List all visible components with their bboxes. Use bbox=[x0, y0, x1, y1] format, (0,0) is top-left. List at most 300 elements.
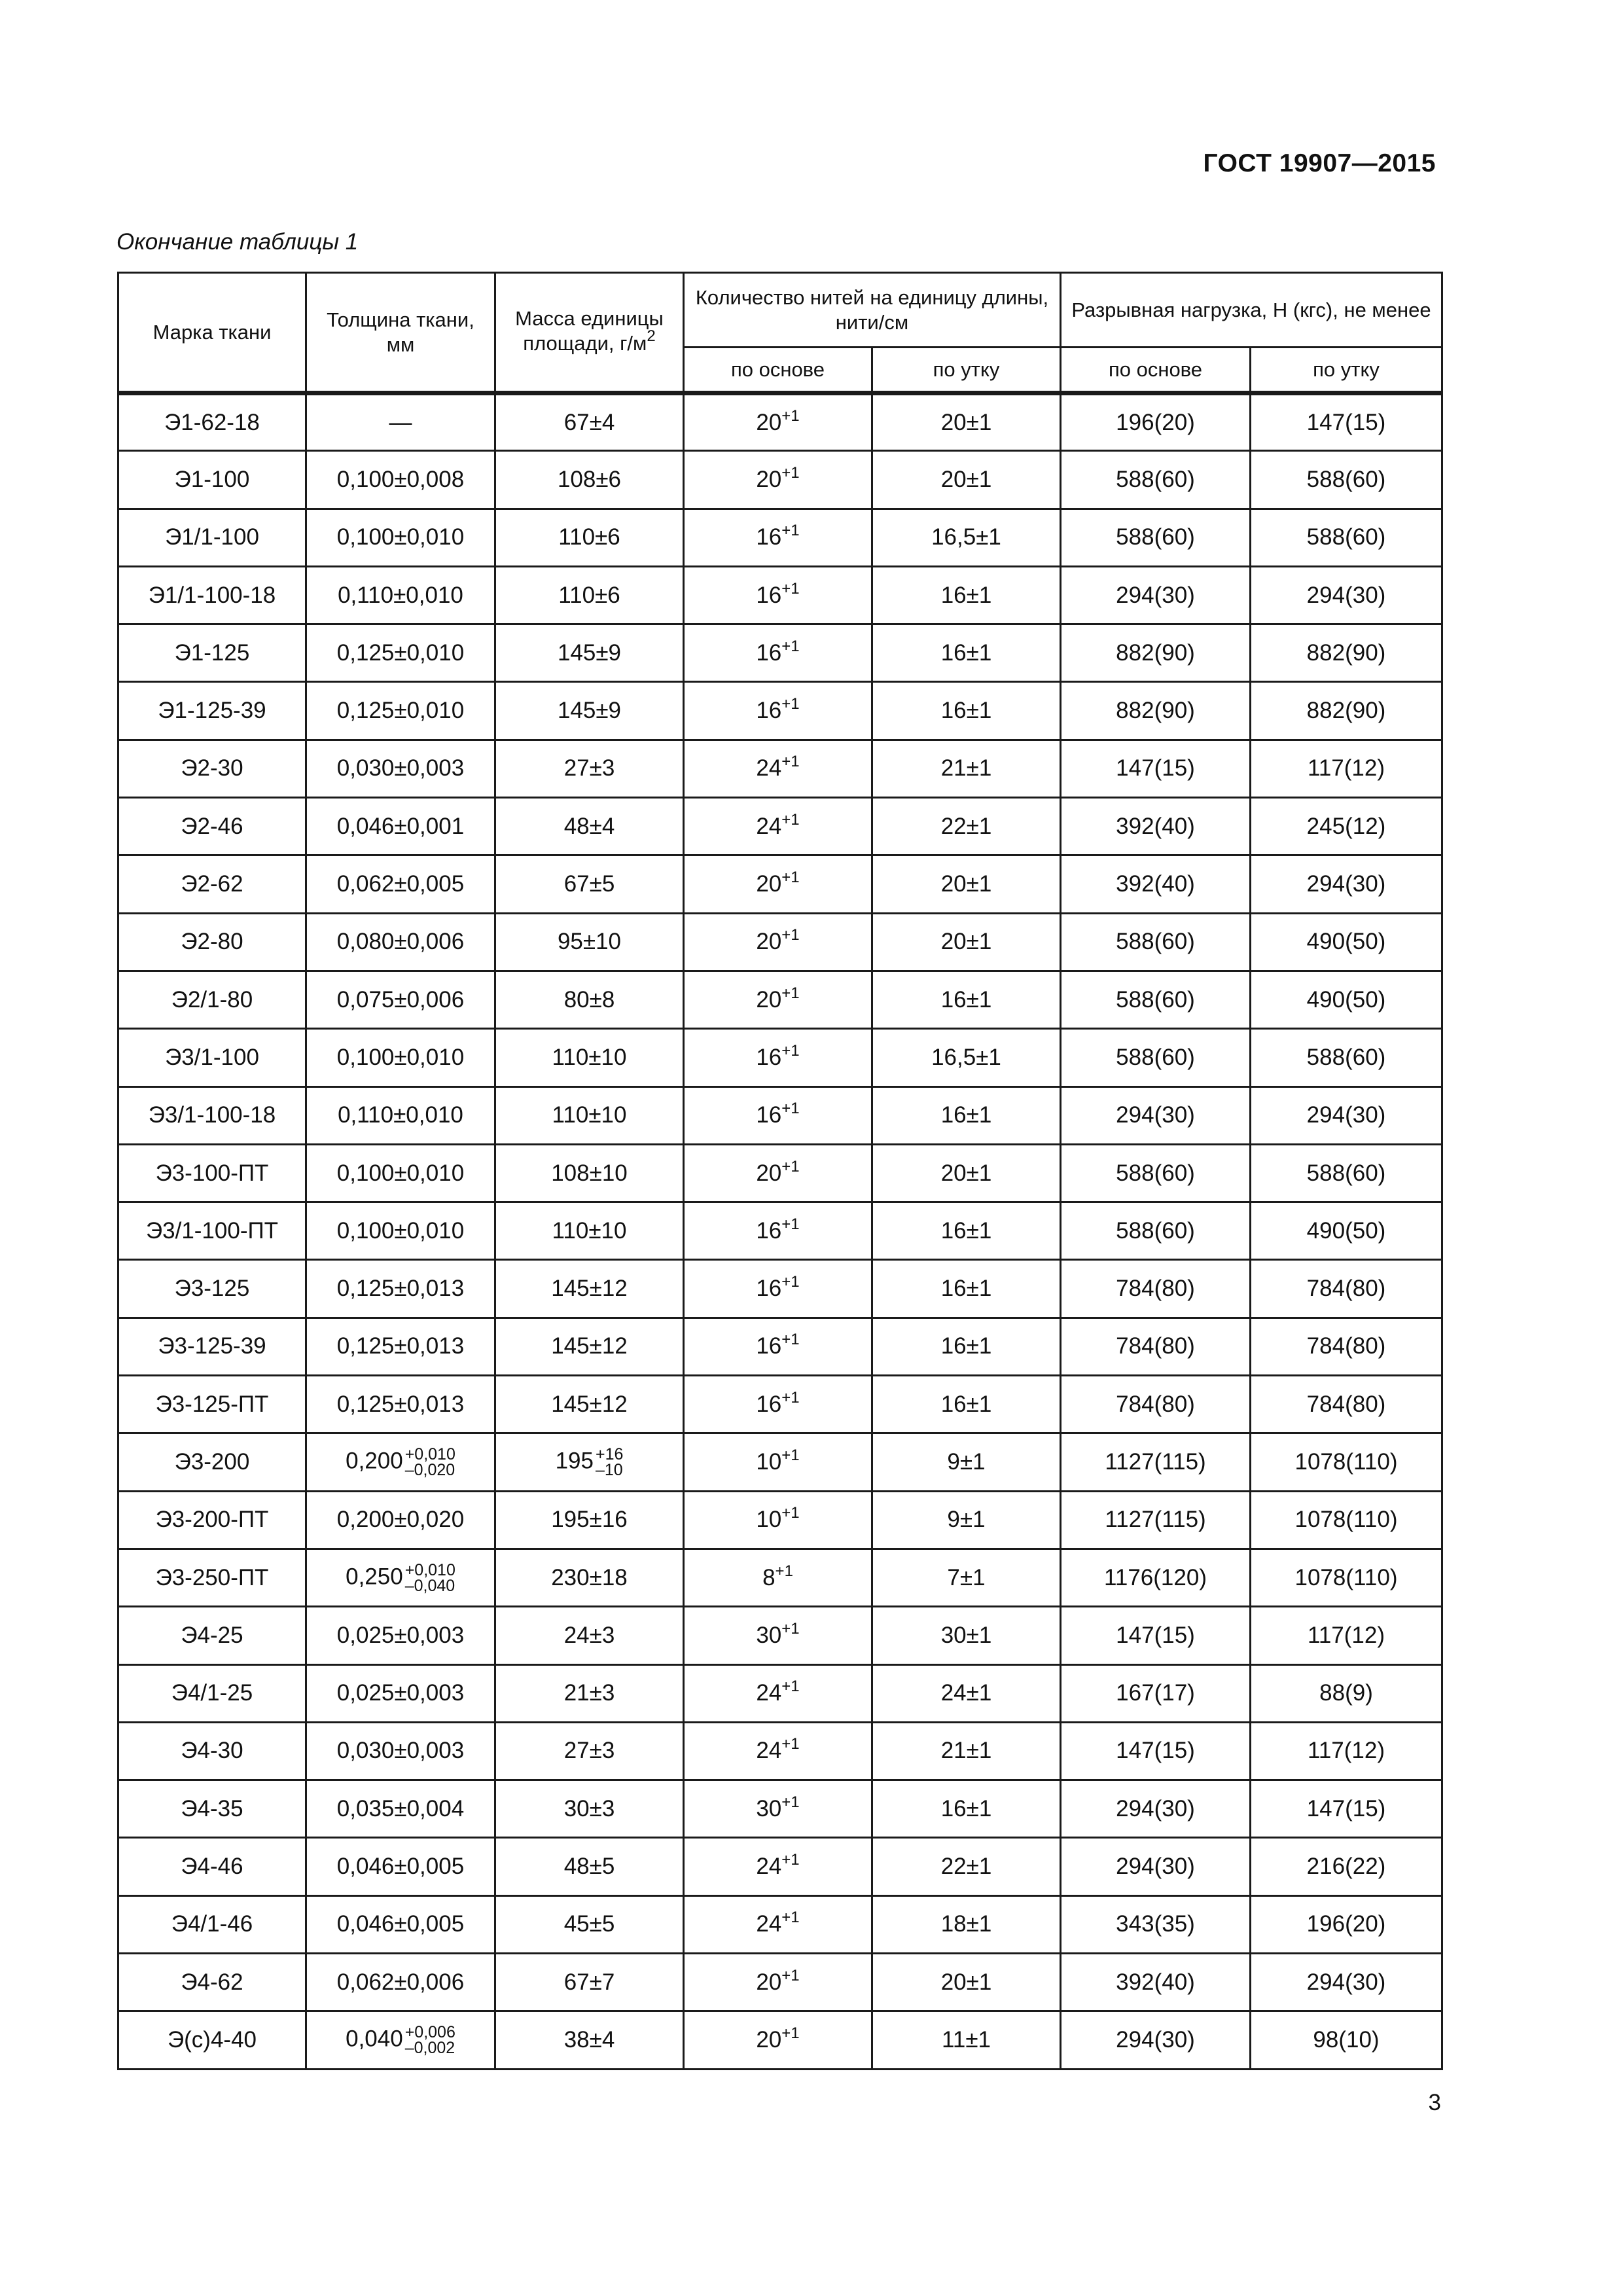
cell-load-weft: 490(50) bbox=[1251, 913, 1442, 971]
table-row bbox=[118, 1838, 1442, 1895]
table-row bbox=[118, 1202, 1442, 1260]
cell-mass: 27±3 bbox=[495, 740, 684, 797]
header-mass-exponent: 2 bbox=[647, 327, 656, 345]
cell-load-weft: 490(50) bbox=[1251, 1202, 1442, 1260]
cell-load-warp: 392(40) bbox=[1061, 1954, 1251, 2011]
cell-brand: Э1-100 bbox=[118, 451, 306, 509]
cell-threads-weft: 16±1 bbox=[872, 1780, 1061, 1838]
threads-warp-tolerance: +1 bbox=[781, 753, 800, 771]
cell-threads-weft: 20±1 bbox=[872, 451, 1061, 509]
cell-threads-weft: 16±1 bbox=[872, 566, 1061, 624]
cell-mass: 67±5 bbox=[495, 855, 684, 913]
threads-warp-tolerance: +1 bbox=[781, 1619, 800, 1638]
cell-load-warp: 784(80) bbox=[1061, 1376, 1251, 1433]
threads-warp-value: 16 bbox=[756, 1217, 782, 1244]
threads-warp-value: 16 bbox=[756, 698, 782, 724]
table-row bbox=[118, 1376, 1442, 1433]
cell-brand: Э1-125-39 bbox=[118, 682, 306, 740]
cell-load-weft: 882(90) bbox=[1251, 682, 1442, 740]
table-row bbox=[118, 855, 1442, 913]
cell-brand: Э2-46 bbox=[118, 798, 306, 855]
table-row bbox=[118, 740, 1442, 797]
table-row bbox=[118, 798, 1442, 855]
cell-brand: Э2-62 bbox=[118, 855, 306, 913]
cell-threads-weft: 21±1 bbox=[872, 1722, 1061, 1780]
cell-brand: Э3-250-ПТ bbox=[118, 1549, 306, 1606]
cell-thickness: 0,062±0,005 bbox=[306, 855, 495, 913]
cell-load-weft: 88(9) bbox=[1251, 1664, 1442, 1722]
table-row bbox=[118, 1607, 1442, 1664]
cell-threads-weft: 20±1 bbox=[872, 1954, 1061, 2011]
threads-warp-tolerance: +1 bbox=[781, 579, 800, 598]
cell-threads-warp bbox=[684, 1664, 872, 1722]
page-number: 3 bbox=[1428, 2090, 1441, 2115]
thickness-value: 0,200 bbox=[346, 1448, 403, 1474]
cell-load-weft: 784(80) bbox=[1251, 1260, 1442, 1318]
threads-warp-tolerance: +1 bbox=[781, 463, 800, 482]
cell-thickness: 0,075±0,006 bbox=[306, 971, 495, 1028]
fabric-spec-table bbox=[117, 272, 1443, 2070]
cell-thickness bbox=[306, 1549, 495, 1606]
cell-thickness bbox=[306, 1433, 495, 1491]
cell-threads-warp bbox=[684, 1086, 872, 1144]
cell-threads-warp bbox=[684, 1838, 872, 1895]
header-thickness: Толщина ткани, мм bbox=[306, 273, 495, 393]
header-threads-weft: по утку bbox=[872, 348, 1061, 393]
threads-warp-tolerance: +1 bbox=[781, 1157, 800, 1175]
cell-mass: 38±4 bbox=[495, 2011, 684, 2069]
threads-warp-value: 20 bbox=[756, 986, 782, 1013]
cell-load-weft: 98(10) bbox=[1251, 2011, 1442, 2069]
mass-tolerance-upper: +16 bbox=[595, 1444, 624, 1463]
thickness-tolerance-lower: –0,002 bbox=[404, 2038, 455, 2057]
cell-mass: 95±10 bbox=[495, 913, 684, 971]
thickness-tolerance-upper: +0,010 bbox=[404, 1560, 455, 1579]
cell-mass bbox=[495, 1433, 684, 1491]
cell-brand: Э1-62-18 bbox=[118, 393, 306, 451]
threads-warp-tolerance: +1 bbox=[781, 637, 800, 655]
cell-threads-warp bbox=[684, 798, 872, 855]
cell-brand: Э3/1-100-ПТ bbox=[118, 1202, 306, 1260]
cell-load-weft: 216(22) bbox=[1251, 1838, 1442, 1895]
cell-mass: 48±4 bbox=[495, 798, 684, 855]
cell-load-weft: 147(15) bbox=[1251, 393, 1442, 451]
cell-load-warp: 392(40) bbox=[1061, 855, 1251, 913]
table-row bbox=[118, 1491, 1442, 1549]
cell-load-warp: 784(80) bbox=[1061, 1318, 1251, 1375]
table-row bbox=[118, 1954, 1442, 2011]
threads-warp-tolerance: +1 bbox=[781, 1388, 800, 1407]
cell-threads-weft: 11±1 bbox=[872, 2011, 1061, 2069]
cell-thickness: — bbox=[306, 393, 495, 451]
cell-brand: Э1/1-100 bbox=[118, 509, 306, 566]
table-row bbox=[118, 1664, 1442, 1722]
cell-threads-warp bbox=[684, 1144, 872, 1202]
threads-warp-value: 24 bbox=[756, 813, 782, 839]
cell-brand: Э3-125-ПТ bbox=[118, 1376, 306, 1433]
cell-threads-warp bbox=[684, 682, 872, 740]
cell-mass: 67±7 bbox=[495, 1954, 684, 2011]
threads-warp-value: 20 bbox=[756, 1969, 782, 1995]
cell-brand: Э4-46 bbox=[118, 1838, 306, 1895]
cell-threads-warp bbox=[684, 1433, 872, 1491]
cell-threads-warp bbox=[684, 1260, 872, 1318]
cell-threads-warp bbox=[684, 1376, 872, 1433]
cell-brand: Э4-30 bbox=[118, 1722, 306, 1780]
threads-warp-value: 20 bbox=[756, 466, 782, 492]
threads-warp-tolerance: +1 bbox=[781, 406, 800, 425]
threads-warp-value: 20 bbox=[756, 871, 782, 897]
cell-thickness bbox=[306, 2011, 495, 2069]
table-row bbox=[118, 566, 1442, 624]
cell-load-weft: 294(30) bbox=[1251, 855, 1442, 913]
cell-load-warp: 882(90) bbox=[1061, 682, 1251, 740]
threads-warp-tolerance: +1 bbox=[781, 1677, 800, 1696]
cell-brand: Э2-30 bbox=[118, 740, 306, 797]
cell-load-warp: 294(30) bbox=[1061, 1838, 1251, 1895]
cell-load-weft: 117(12) bbox=[1251, 1722, 1442, 1780]
cell-threads-weft: 9±1 bbox=[872, 1491, 1061, 1549]
cell-threads-warp bbox=[684, 1029, 872, 1086]
cell-load-warp: 588(60) bbox=[1061, 451, 1251, 509]
thickness-tolerance-upper: +0,010 bbox=[404, 1444, 455, 1463]
table-row bbox=[118, 2011, 1442, 2069]
mass-value: 195 bbox=[555, 1448, 594, 1474]
cell-threads-warp bbox=[684, 566, 872, 624]
cell-mass: 27±3 bbox=[495, 1722, 684, 1780]
threads-warp-value: 24 bbox=[756, 1680, 782, 1706]
cell-mass: 145±9 bbox=[495, 624, 684, 682]
cell-load-weft: 1078(110) bbox=[1251, 1491, 1442, 1549]
cell-mass: 45±5 bbox=[495, 1895, 684, 1953]
cell-load-weft: 588(60) bbox=[1251, 451, 1442, 509]
cell-threads-warp bbox=[684, 1954, 872, 2011]
cell-load-weft: 490(50) bbox=[1251, 971, 1442, 1028]
cell-load-weft: 588(60) bbox=[1251, 509, 1442, 566]
cell-mass: 145±9 bbox=[495, 682, 684, 740]
cell-thickness: 0,062±0,006 bbox=[306, 1954, 495, 2011]
header-threads: Количество нитей на единицу длины, нити/см bbox=[684, 273, 1061, 348]
cell-load-weft: 117(12) bbox=[1251, 1607, 1442, 1664]
threads-warp-tolerance: +1 bbox=[781, 1041, 800, 1060]
table-row bbox=[118, 393, 1442, 451]
threads-warp-value: 16 bbox=[756, 1044, 782, 1070]
cell-brand: Э2/1-80 bbox=[118, 971, 306, 1028]
cell-load-warp: 588(60) bbox=[1061, 509, 1251, 566]
threads-warp-value: 10 bbox=[756, 1448, 782, 1475]
cell-threads-weft: 16±1 bbox=[872, 971, 1061, 1028]
cell-load-warp: 588(60) bbox=[1061, 1202, 1251, 1260]
cell-mass: 145±12 bbox=[495, 1318, 684, 1375]
cell-thickness: 0,110±0,010 bbox=[306, 1086, 495, 1144]
cell-load-warp: 294(30) bbox=[1061, 2011, 1251, 2069]
thickness-tolerance bbox=[405, 2024, 455, 2056]
cell-mass: 230±18 bbox=[495, 1549, 684, 1606]
cell-thickness: 0,110±0,010 bbox=[306, 566, 495, 624]
cell-thickness: 0,100±0,010 bbox=[306, 1029, 495, 1086]
cell-load-warp: 784(80) bbox=[1061, 1260, 1251, 1318]
cell-thickness: 0,080±0,006 bbox=[306, 913, 495, 971]
cell-load-warp: 1127(115) bbox=[1061, 1433, 1251, 1491]
cell-mass: 110±6 bbox=[495, 566, 684, 624]
cell-threads-weft: 16±1 bbox=[872, 1260, 1061, 1318]
cell-load-weft: 196(20) bbox=[1251, 1895, 1442, 1953]
cell-mass: 48±5 bbox=[495, 1838, 684, 1895]
threads-warp-tolerance: +1 bbox=[781, 1331, 800, 1349]
cell-load-warp: 588(60) bbox=[1061, 913, 1251, 971]
cell-threads-weft: 18±1 bbox=[872, 1895, 1061, 1953]
cell-brand: Э4-25 bbox=[118, 1607, 306, 1664]
table-row bbox=[118, 1086, 1442, 1144]
cell-thickness: 0,125±0,010 bbox=[306, 624, 495, 682]
mass-tolerance bbox=[596, 1446, 623, 1478]
cell-threads-warp bbox=[684, 855, 872, 913]
table-caption: Окончание таблицы 1 bbox=[116, 229, 359, 255]
threads-warp-tolerance: +1 bbox=[781, 1215, 800, 1233]
thickness-tolerance-lower: –0,020 bbox=[404, 1460, 455, 1479]
cell-load-warp: 588(60) bbox=[1061, 971, 1251, 1028]
table-row bbox=[118, 913, 1442, 971]
threads-warp-value: 16 bbox=[756, 582, 782, 608]
cell-mass: 110±10 bbox=[495, 1086, 684, 1144]
cell-thickness: 0,030±0,003 bbox=[306, 1722, 495, 1780]
cell-brand: Э4/1-46 bbox=[118, 1895, 306, 1953]
threads-warp-tolerance: +1 bbox=[781, 695, 800, 713]
cell-brand: Э3-200 bbox=[118, 1433, 306, 1491]
table-row bbox=[118, 1260, 1442, 1318]
threads-warp-value: 30 bbox=[756, 1795, 782, 1821]
cell-brand: Э4/1-25 bbox=[118, 1664, 306, 1722]
cell-load-warp: 588(60) bbox=[1061, 1144, 1251, 1202]
cell-threads-warp bbox=[684, 1549, 872, 1606]
cell-brand: Э3-200-ПТ bbox=[118, 1491, 306, 1549]
table-body bbox=[118, 393, 1442, 2070]
header-mass bbox=[495, 273, 684, 393]
cell-load-warp: 147(15) bbox=[1061, 1722, 1251, 1780]
cell-threads-warp bbox=[684, 1722, 872, 1780]
cell-brand: Э4-35 bbox=[118, 1780, 306, 1838]
cell-threads-warp bbox=[684, 1607, 872, 1664]
cell-threads-weft: 22±1 bbox=[872, 798, 1061, 855]
cell-load-warp: 147(15) bbox=[1061, 740, 1251, 797]
cell-thickness: 0,100±0,008 bbox=[306, 451, 495, 509]
cell-load-weft: 882(90) bbox=[1251, 624, 1442, 682]
header-brand: Марка ткани bbox=[118, 273, 306, 393]
threads-warp-tolerance: +1 bbox=[781, 2024, 800, 2042]
document-code: ГОСТ 19907—2015 bbox=[1203, 149, 1436, 177]
cell-load-weft: 294(30) bbox=[1251, 1086, 1442, 1144]
threads-warp-tolerance: +1 bbox=[781, 1100, 800, 1118]
table-row bbox=[118, 1549, 1442, 1606]
header-mass-text: Масса единицы площади, г/м bbox=[515, 307, 664, 355]
cell-threads-warp bbox=[684, 451, 872, 509]
header-threads-warp: по основе bbox=[684, 348, 872, 393]
cell-load-weft: 588(60) bbox=[1251, 1029, 1442, 1086]
cell-mass: 21±3 bbox=[495, 1664, 684, 1722]
cell-thickness: 0,125±0,013 bbox=[306, 1318, 495, 1375]
table-row bbox=[118, 1433, 1442, 1491]
cell-mass: 110±6 bbox=[495, 509, 684, 566]
threads-warp-value: 8 bbox=[762, 1564, 776, 1590]
cell-threads-weft: 20±1 bbox=[872, 1144, 1061, 1202]
cell-threads-weft: 16,5±1 bbox=[872, 509, 1061, 566]
cell-threads-weft: 22±1 bbox=[872, 1838, 1061, 1895]
cell-threads-warp bbox=[684, 913, 872, 971]
table-row bbox=[118, 509, 1442, 566]
cell-thickness: 0,046±0,001 bbox=[306, 798, 495, 855]
threads-warp-value: 16 bbox=[756, 1102, 782, 1128]
cell-threads-weft: 20±1 bbox=[872, 913, 1061, 971]
cell-threads-warp bbox=[684, 1895, 872, 1953]
cell-mass: 30±3 bbox=[495, 1780, 684, 1838]
cell-brand: Э3-100-ПТ bbox=[118, 1144, 306, 1202]
threads-warp-tolerance: +1 bbox=[781, 1446, 800, 1464]
threads-warp-tolerance: +1 bbox=[781, 1735, 800, 1753]
cell-threads-weft: 7±1 bbox=[872, 1549, 1061, 1606]
cell-load-weft: 784(80) bbox=[1251, 1376, 1442, 1433]
header-load-warp: по основе bbox=[1061, 348, 1251, 393]
threads-warp-value: 20 bbox=[756, 929, 782, 955]
cell-brand: Э3/1-100-18 bbox=[118, 1086, 306, 1144]
threads-warp-value: 16 bbox=[756, 524, 782, 550]
cell-thickness: 0,046±0,005 bbox=[306, 1895, 495, 1953]
threads-warp-value: 20 bbox=[756, 409, 782, 435]
threads-warp-tolerance: +1 bbox=[781, 869, 800, 887]
cell-threads-warp bbox=[684, 2011, 872, 2069]
table-row bbox=[118, 624, 1442, 682]
cell-load-warp: 1176(120) bbox=[1061, 1549, 1251, 1606]
cell-threads-warp bbox=[684, 509, 872, 566]
cell-thickness: 0,025±0,003 bbox=[306, 1607, 495, 1664]
cell-threads-weft: 16±1 bbox=[872, 1318, 1061, 1375]
cell-threads-warp bbox=[684, 740, 872, 797]
cell-load-weft: 1078(110) bbox=[1251, 1549, 1442, 1606]
cell-mass: 24±3 bbox=[495, 1607, 684, 1664]
cell-thickness: 0,200±0,020 bbox=[306, 1491, 495, 1549]
cell-load-warp: 294(30) bbox=[1061, 1780, 1251, 1838]
thickness-tolerance bbox=[405, 1562, 455, 1594]
mass-tolerance-lower: –10 bbox=[595, 1460, 623, 1479]
cell-threads-warp bbox=[684, 1318, 872, 1375]
cell-mass: 108±6 bbox=[495, 451, 684, 509]
threads-warp-value: 16 bbox=[756, 1333, 782, 1359]
cell-mass: 108±10 bbox=[495, 1144, 684, 1202]
table-row bbox=[118, 1780, 1442, 1838]
threads-warp-tolerance: +1 bbox=[781, 810, 800, 829]
cell-brand: Э3-125 bbox=[118, 1260, 306, 1318]
cell-mass: 110±10 bbox=[495, 1202, 684, 1260]
threads-warp-tolerance: +1 bbox=[781, 1851, 800, 1869]
threads-warp-tolerance: +1 bbox=[781, 1793, 800, 1811]
cell-threads-warp bbox=[684, 1780, 872, 1838]
cell-thickness: 0,046±0,005 bbox=[306, 1838, 495, 1895]
cell-load-weft: 784(80) bbox=[1251, 1318, 1442, 1375]
cell-load-weft: 245(12) bbox=[1251, 798, 1442, 855]
cell-threads-weft: 16±1 bbox=[872, 682, 1061, 740]
cell-threads-weft: 30±1 bbox=[872, 1607, 1061, 1664]
cell-thickness: 0,100±0,010 bbox=[306, 1144, 495, 1202]
cell-load-warp: 392(40) bbox=[1061, 798, 1251, 855]
cell-thickness: 0,035±0,004 bbox=[306, 1780, 495, 1838]
threads-warp-tolerance: +1 bbox=[781, 1273, 800, 1291]
cell-load-warp: 147(15) bbox=[1061, 1607, 1251, 1664]
cell-load-warp: 882(90) bbox=[1061, 624, 1251, 682]
threads-warp-value: 16 bbox=[756, 639, 782, 666]
threads-warp-value: 20 bbox=[756, 2026, 782, 2053]
cell-thickness: 0,100±0,010 bbox=[306, 509, 495, 566]
cell-thickness: 0,125±0,013 bbox=[306, 1376, 495, 1433]
cell-threads-weft: 16±1 bbox=[872, 1086, 1061, 1144]
threads-warp-value: 24 bbox=[756, 1911, 782, 1937]
thickness-tolerance-upper: +0,006 bbox=[404, 2022, 455, 2041]
cell-load-weft: 588(60) bbox=[1251, 1144, 1442, 1202]
thickness-tolerance bbox=[405, 1446, 455, 1478]
threads-warp-tolerance: +1 bbox=[781, 1966, 800, 1984]
threads-warp-value: 10 bbox=[756, 1507, 782, 1533]
threads-warp-tolerance: +1 bbox=[781, 522, 800, 540]
table-row bbox=[118, 1144, 1442, 1202]
threads-warp-tolerance: +1 bbox=[781, 1504, 800, 1522]
cell-threads-warp bbox=[684, 1491, 872, 1549]
cell-threads-warp bbox=[684, 971, 872, 1028]
threads-warp-value: 16 bbox=[756, 1391, 782, 1417]
cell-thickness: 0,030±0,003 bbox=[306, 740, 495, 797]
cell-threads-weft: 16,5±1 bbox=[872, 1029, 1061, 1086]
cell-load-warp: 1127(115) bbox=[1061, 1491, 1251, 1549]
threads-warp-tolerance: +1 bbox=[781, 984, 800, 1002]
threads-warp-value: 24 bbox=[756, 1854, 782, 1880]
cell-thickness: 0,100±0,010 bbox=[306, 1202, 495, 1260]
header-load: Разрывная нагрузка, Н (кгс), не менее bbox=[1061, 273, 1442, 348]
cell-mass: 145±12 bbox=[495, 1376, 684, 1433]
header-load-weft: по утку bbox=[1251, 348, 1442, 393]
cell-load-weft: 294(30) bbox=[1251, 566, 1442, 624]
table-row bbox=[118, 1318, 1442, 1375]
table-row bbox=[118, 682, 1442, 740]
threads-warp-value: 24 bbox=[756, 1738, 782, 1764]
cell-threads-weft: 21±1 bbox=[872, 740, 1061, 797]
thickness-value: 0,250 bbox=[346, 1563, 403, 1589]
cell-brand: Э1/1-100-18 bbox=[118, 566, 306, 624]
threads-warp-tolerance: +1 bbox=[775, 1562, 793, 1580]
threads-warp-value: 20 bbox=[756, 1160, 782, 1186]
cell-threads-weft: 16±1 bbox=[872, 624, 1061, 682]
threads-warp-tolerance: +1 bbox=[781, 1909, 800, 1927]
cell-mass: 67±4 bbox=[495, 393, 684, 451]
cell-threads-warp bbox=[684, 393, 872, 451]
cell-brand: Э(с)4-40 bbox=[118, 2011, 306, 2069]
cell-threads-weft: 24±1 bbox=[872, 1664, 1061, 1722]
cell-threads-weft: 20±1 bbox=[872, 393, 1061, 451]
cell-load-weft: 1078(110) bbox=[1251, 1433, 1442, 1491]
cell-load-warp: 294(30) bbox=[1061, 1086, 1251, 1144]
thickness-value: 0,040 bbox=[346, 2026, 403, 2052]
cell-thickness: 0,125±0,013 bbox=[306, 1260, 495, 1318]
cell-threads-weft: 16±1 bbox=[872, 1376, 1061, 1433]
cell-load-weft: 117(12) bbox=[1251, 740, 1442, 797]
cell-brand: Э3/1-100 bbox=[118, 1029, 306, 1086]
cell-threads-warp bbox=[684, 1202, 872, 1260]
table-row bbox=[118, 1722, 1442, 1780]
cell-brand: Э3-125-39 bbox=[118, 1318, 306, 1375]
cell-load-weft: 147(15) bbox=[1251, 1780, 1442, 1838]
table-row bbox=[118, 1895, 1442, 1953]
cell-threads-weft: 16±1 bbox=[872, 1202, 1061, 1260]
table-row bbox=[118, 451, 1442, 509]
cell-brand: Э1-125 bbox=[118, 624, 306, 682]
cell-load-warp: 196(20) bbox=[1061, 393, 1251, 451]
threads-warp-value: 24 bbox=[756, 755, 782, 781]
